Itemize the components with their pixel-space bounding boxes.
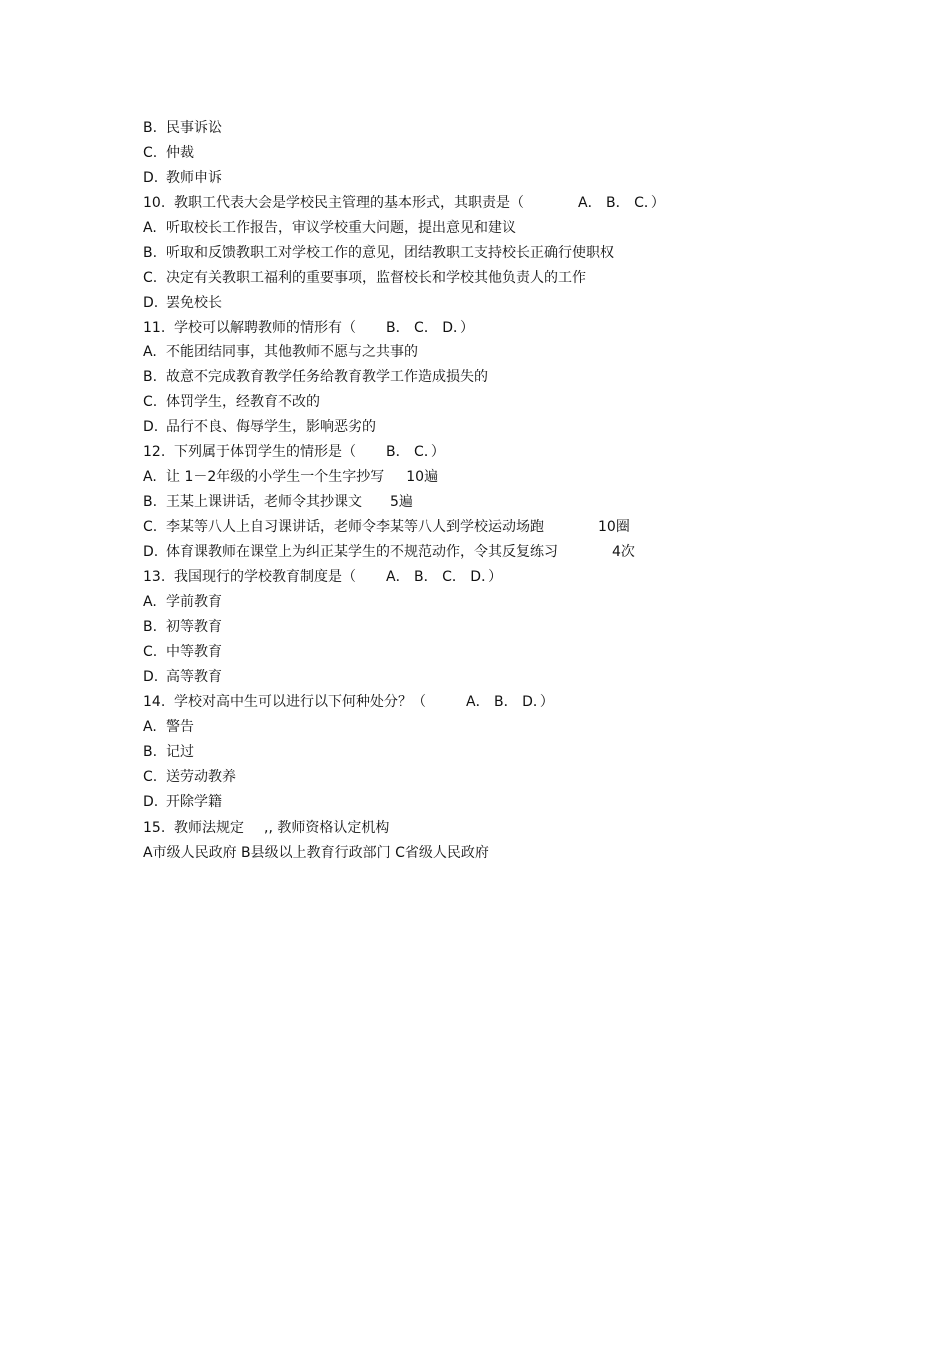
option-line [143, 466, 438, 488]
option-label: D. [143, 295, 159, 311]
option-label: D. [143, 544, 159, 560]
option-line [143, 416, 376, 438]
option-line [143, 391, 320, 413]
option-text: 学前教育 [166, 594, 222, 610]
option-line [143, 741, 194, 763]
question-text: 学校可以解聘教师的情形有（ [174, 320, 356, 336]
question-text: 教职工代表大会是学校民主管理的基本形式，其职责是（ [174, 195, 524, 211]
option-label: C. [143, 394, 158, 410]
answer-text: A． B． D．） [466, 694, 554, 710]
option-text: 决定有关教职工福利的重要事项，监督校长和学校其他负责人的工作 [166, 270, 586, 286]
option-text: 王某上课讲话，老师令其抄课文 [166, 494, 362, 510]
option-text: 高等教育 [166, 669, 222, 685]
question-line [143, 566, 502, 588]
option-label: D. [143, 419, 159, 435]
answer-text: 10遍 [406, 469, 439, 485]
option-line [143, 366, 488, 388]
question-text: 我国现行的学校教育制度是（ [174, 569, 356, 585]
option-line [143, 142, 194, 164]
question-number: 15. [143, 820, 166, 836]
option-line [143, 117, 222, 139]
question-text: 学校对高中生可以进行以下何种处分？（ [174, 694, 426, 710]
option-text: 送劳动教养 [166, 769, 236, 785]
question-number: 14. [143, 694, 166, 710]
option-label: D. [143, 669, 159, 685]
option-label: A. [143, 220, 157, 236]
option-line [143, 267, 586, 289]
option-text: 初等教育 [166, 619, 222, 635]
option-text: 教师申诉 [166, 170, 222, 186]
option-line [143, 616, 222, 638]
question-line [143, 817, 389, 839]
option-text: 品行不良、侮辱学生，影响恶劣的 [166, 419, 376, 435]
question-text: 教师法规定 [174, 820, 244, 836]
option-label: B. [143, 494, 158, 510]
option-label: A. [143, 344, 157, 360]
option-label: A. [143, 469, 157, 485]
answer-text: B． C．） [386, 444, 445, 460]
option-label: B. [143, 369, 158, 385]
option-text: 听取校长工作报告，审议学校重大问题，提出意见和建议 [166, 220, 516, 236]
option-label: D. [143, 794, 159, 810]
option-label: C. [143, 519, 158, 535]
option-text: 罢免校长 [166, 295, 222, 311]
option-line [143, 766, 236, 788]
option-line [143, 217, 516, 239]
option-label: C. [143, 769, 158, 785]
option-text: 警告 [166, 719, 194, 735]
answer-text: 5遍 [390, 494, 413, 510]
option-line [143, 716, 194, 738]
option-text: 听取和反馈教职工对学校工作的意见，团结教职工支持校长正确行使职权 [166, 245, 614, 261]
option-text: 民事诉讼 [166, 120, 222, 136]
option-line [143, 167, 222, 189]
option-label: C. [143, 145, 158, 161]
question-line [143, 192, 665, 214]
option-text: 故意不完成教育教学任务给教育教学工作造成损失的 [166, 369, 488, 385]
option-label: B. [143, 744, 158, 760]
question-line [143, 441, 445, 463]
option-label: C. [143, 644, 158, 660]
option-line [143, 641, 222, 663]
question-line [143, 317, 474, 339]
answer-text: 4次 [612, 544, 635, 560]
option-label: B. [143, 619, 158, 635]
option-line [143, 491, 413, 513]
option-text: 让 1－2年级的小学生一个生字抄写 [166, 469, 385, 485]
question-line [143, 691, 554, 713]
option-line [143, 341, 418, 363]
option-label: C. [143, 270, 158, 286]
option-line [143, 666, 222, 688]
option-label: A. [143, 719, 157, 735]
choice-line [143, 842, 489, 864]
answer-text: 10圈 [598, 519, 630, 535]
option-text: 李某等八人上自习课讲话，老师令李某等八人到学校运动场跑 [166, 519, 544, 535]
option-text: 开除学籍 [166, 794, 222, 810]
option-text: 记过 [166, 744, 194, 760]
option-text: A市级人民政府 B县级以上教育行政部门 C省级人民政府 [143, 845, 489, 861]
option-line [143, 516, 630, 538]
answer-text: A． B． C． D．） [386, 569, 503, 585]
answer-text: B． C． D．） [386, 320, 475, 336]
option-label: B. [143, 120, 158, 136]
question-number: 11. [143, 320, 166, 336]
question-number: 12. [143, 444, 166, 460]
answer-text: A． B． C．） [578, 195, 665, 211]
option-text: 体育课教师在课堂上为纠正某学生的不规范动作，令其反复练习 [166, 544, 558, 560]
option-text: 不能团结同事，其他教师不愿与之共事的 [166, 344, 418, 360]
option-label: A. [143, 594, 157, 610]
question-number: 13. [143, 569, 166, 585]
option-text: 体罚学生，经教育不改的 [166, 394, 320, 410]
answer-text: ,, 教师资格认定机构 [264, 820, 390, 836]
option-text: 中等教育 [166, 644, 222, 660]
option-label: B. [143, 245, 158, 261]
option-text: 仲裁 [166, 145, 194, 161]
question-number: 10. [143, 195, 166, 211]
option-line [143, 791, 222, 813]
option-line [143, 541, 635, 563]
option-line [143, 292, 222, 314]
option-line [143, 242, 614, 264]
option-label: D. [143, 170, 159, 186]
option-line [143, 591, 222, 613]
question-text: 下列属于体罚学生的情形是（ [174, 444, 356, 460]
